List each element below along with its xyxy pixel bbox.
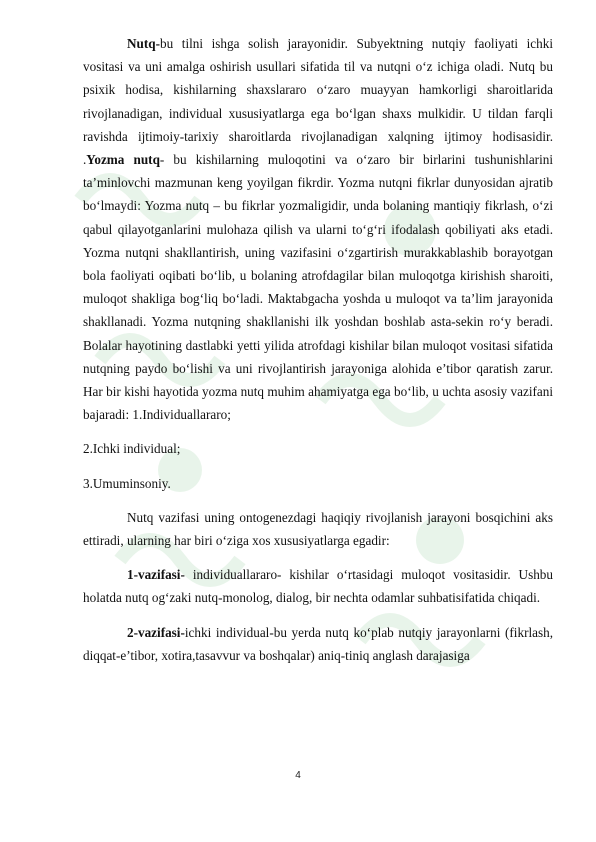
paragraph-function-2 (83, 621, 553, 667)
function-1-label: 1-vazifasi- (127, 567, 185, 583)
function-1-text: individuallararo- kishilar o‘rtasidagi muloqot vositasidir. Ushbu holatda nutq og‘zaki nutq-monolog, dialog, bir nechta odamlar suhbatisifatida chiqadi. (83, 567, 553, 606)
paragraph-function-1 (83, 563, 553, 609)
paragraph-definition (83, 32, 553, 426)
list-item: 3.Umuminsoniy. (83, 475, 171, 491)
list-item: 2.Ichki individual; (83, 441, 181, 457)
page-number: 4 (295, 770, 301, 781)
definition-text-2: - bu kishilarning muloqotini va o‘zaro bir birlarini tushunishlarini ta’minlovchi mazmunan keng yoyilgan fikrdir. Yozma nutqni fikrlar dunyosidan ajratib bo‘lmaydi: Yozma nutq – bu fikrlar yozmaligidir, unda bolaning mantiqiy fikrlash, o‘zi qabul qilayotganlarini mulohaza qilish va ularni to‘g‘ri ifodalash qobiliyati aks etadi. Yozma nutqni shakllantirish, uning vazifasini o‘zgartirish murakkablashib borayotgan bola faoliyati oqibati bo‘lib, u bolaning atrofdagilar bilan muloqotga kirishish sharoiti, muloqot shakliga bog‘liq bo‘ladi. Maktabgacha yoshda u muloqot va ta’lim jarayonida shakllanadi. Yozma nutqning shakllanishi ilk yoshdan boshlab asta-sekin ro‘y beradi. Bolalar hayotining dastlabki yetti yilida atrofdagi kishilar bilan muloqot vositasi sifatida nutqning paydo bo‘lishi va uni rivojlantirish jarayoniga alohida e’tibor qaratish zarur. Har bir kishi hayotida yozma nutq muhim ahamiyatga ega bo‘lib, u uchta asosiy vazifani bajaradi: 1.Individuallararo; (83, 152, 553, 423)
definition-text: bu tilni ishga solish jarayonidir. Subyektning nutqiy faoliyati ichki vositasi va uni amalga oshirish usullari sifatida til va nutqni o‘z ichiga oladi. Nutq bu psixik hodisa, kishilarning shaxslararo o‘zaro muayyan hamkorligi sharoitlarida rivojlanadigan, individual xususiyatlarga ega bo‘lgan shaxs mulkidir. U tildan farqli ravishda ijtimoiy-tarixiy sharoitlarda rivojlanadigan xalqning ijtimoy hodisasidir. . (83, 36, 553, 168)
function-2-label: 2-vazifasi- (127, 624, 185, 640)
function-2-text: ichki individual-bu yerda nutq ko‘plab nutqiy jarayonlarni (fikrlash, diqqat-e’tibor, xotira,tasavvur va boshqalar) aniq-tiniq anglash darajasiga (83, 624, 553, 663)
term-yozma-nutq: Yozma nutq (86, 152, 160, 168)
document-body (83, 32, 553, 667)
paragraph-intro: Nutq vazifasi uning ontogenezdagi haqiqiy rivojlanish jarayoni bosqichini aks ettiradi, ularning har biri o‘ziga xos xususiyatlarga egadir: (83, 509, 553, 549)
term-nutq: Nutq- (127, 36, 160, 51)
